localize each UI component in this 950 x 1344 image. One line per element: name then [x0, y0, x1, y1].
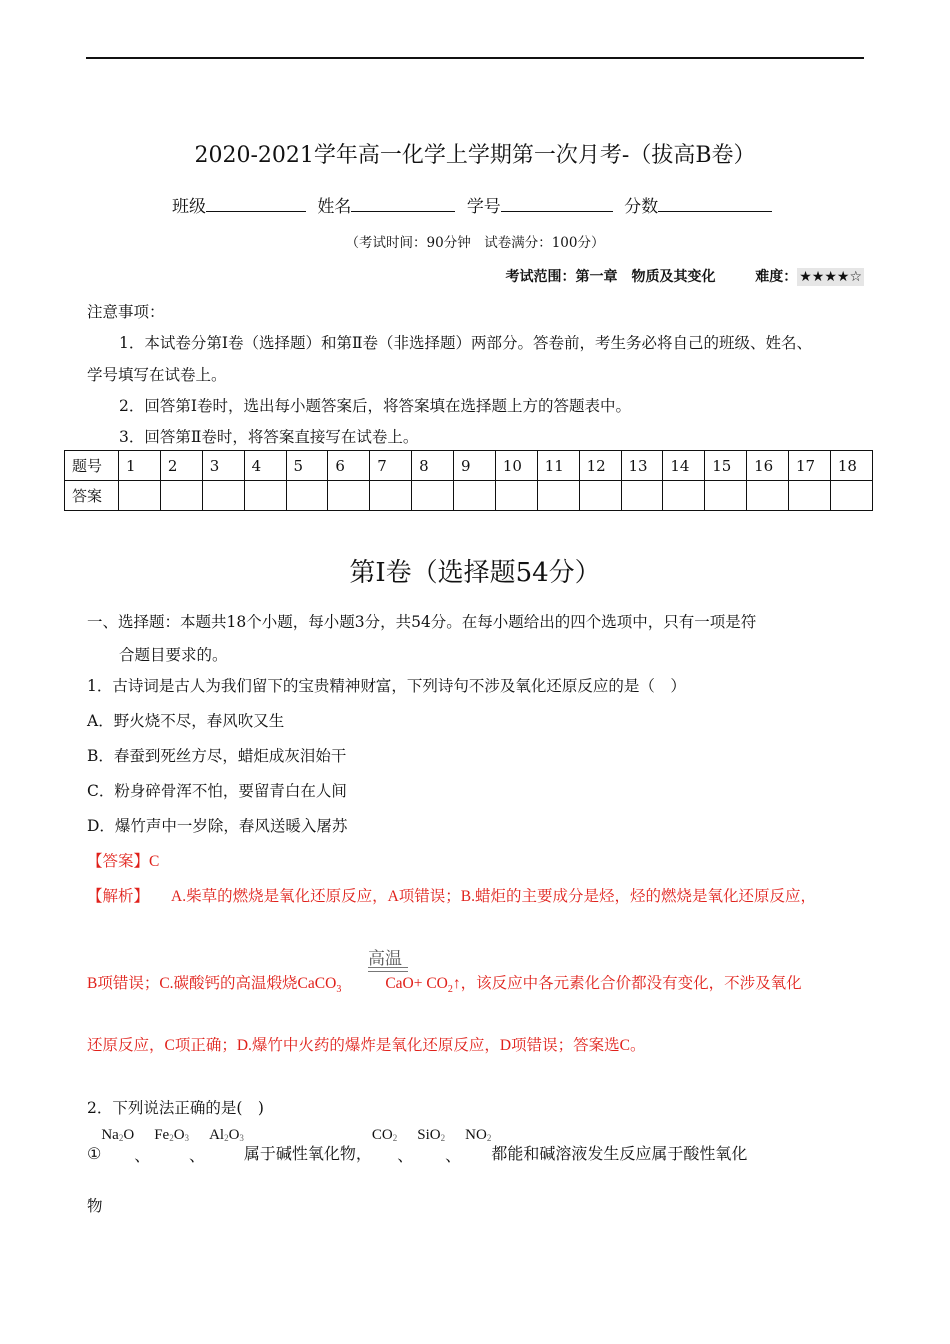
question-1-analysis-line-3: 还原反应，C项正确；D.爆竹中火药的爆炸是氧化还原反应，D项错误；答案选C。	[87, 1037, 646, 1054]
question-number-cell: 4	[244, 451, 286, 481]
question-2-stem: 2．下列说法正确的是( )	[87, 1099, 264, 1117]
difficulty-stars: ★★★★☆	[799, 269, 862, 285]
answer-cell[interactable]	[202, 481, 244, 511]
question-1-analysis-line-2: B项错误；C.碳酸钙的高温煅烧CaCO$_3$ $CaO+ CO_2↑$，该反应中各元素化合价都没有变化，不涉及氧化	[87, 975, 802, 996]
answer-value: C	[149, 853, 160, 870]
notice-item-2: 2．回答第Ⅰ卷时，选出每小题答案后，将答案填在选择题上方的答题表中。	[119, 397, 631, 415]
notice-item-1: 1．本试卷分第Ⅰ卷（选择题）和第Ⅱ卷（非选择题）两部分。答卷前，考生务必将自己的班级、姓名、	[119, 334, 813, 352]
statement-text-b: 都能和碱溶液发生反应属于酸性氧化	[491, 1144, 748, 1163]
answer-label: 【答案】	[87, 853, 150, 870]
part1-intro: 一、选择题：本题共18个小题，每小题3分，共54分。在每小题给出的四个选项中，只有一项是符	[87, 613, 757, 631]
answer-header: 答案	[65, 481, 119, 511]
answer-cell[interactable]	[579, 481, 621, 511]
formula-na2o: $Na_2O$	[101, 1127, 135, 1143]
question-number-cell: 2	[160, 451, 202, 481]
exam-title: 2020-2021学年高一化学上学期第一次月考-（拔高B卷）	[194, 143, 756, 168]
answer-cell[interactable]	[244, 481, 286, 511]
formula-sio2: SiO$_2$	[417, 1127, 446, 1143]
question-1-option-a[interactable]: A．野火烧不尽，春风吹又生	[87, 712, 285, 730]
answer-cell[interactable]	[286, 481, 328, 511]
scope-label: 考试范围：第一章 物质及其变化	[505, 269, 716, 285]
answer-cell[interactable]	[495, 481, 537, 511]
answer-cell[interactable]	[119, 481, 161, 511]
name-blank[interactable]	[351, 194, 455, 212]
question-1-option-b[interactable]: B．春蚕到死丝方尽，蜡炬成灰泪始干	[87, 747, 347, 765]
formula-no2: $NO_2$	[465, 1127, 492, 1143]
answer-cell[interactable]	[370, 481, 412, 511]
class-label: 班级	[172, 197, 206, 217]
question-1-stem: 1．古诗词是古人为我们留下的宝贵精神财富，下列诗句不涉及氧化还原反应的是（ ）	[87, 677, 686, 695]
answer-cell[interactable]	[537, 481, 579, 511]
answer-cell[interactable]	[747, 481, 789, 511]
class-blank[interactable]	[206, 194, 306, 212]
answer-row	[65, 481, 873, 511]
question-number-cell: 17	[789, 451, 831, 481]
question-1-answer	[87, 849, 159, 871]
exam-scope	[505, 266, 864, 286]
question-number-header: 题号	[65, 451, 119, 481]
answer-cell[interactable]	[663, 481, 705, 511]
question-number-cell: 3	[202, 451, 244, 481]
answer-cell[interactable]	[160, 481, 202, 511]
question-1-analysis-line-1	[87, 884, 816, 906]
score-blank[interactable]	[658, 194, 772, 212]
question-number-cell: 13	[621, 451, 663, 481]
score-label: 分数	[624, 197, 659, 217]
reaction-condition: 高温	[368, 949, 402, 969]
notice-heading: 注意事项：	[87, 303, 165, 321]
question-number-cell: 12	[579, 451, 621, 481]
analysis-text-2a: B项错误；C.碳酸钙的高温煅烧CaCO	[87, 975, 337, 992]
top-rule	[86, 57, 864, 59]
question-number-cell: 10	[495, 451, 537, 481]
answer-cell[interactable]	[789, 481, 831, 511]
section-title: 第Ⅰ卷（选择题54分）	[349, 558, 601, 588]
student-id-blank[interactable]	[501, 194, 613, 212]
analysis-label: 【解析】	[87, 888, 150, 905]
student-id-label: 学号	[466, 197, 501, 217]
notice-item-1-cont: 学号填写在试卷上。	[87, 366, 227, 384]
answer-table	[64, 450, 873, 511]
question-number-cell: 18	[830, 451, 872, 481]
circle-number: ①	[87, 1144, 102, 1163]
formula-co2: $CO_2$	[371, 1127, 398, 1143]
formula-al2o3: $Al_2O_3$	[209, 1127, 244, 1143]
question-number-cell: 7	[370, 451, 412, 481]
part1-intro-cont: 合题目要求的。	[119, 646, 228, 664]
answer-cell[interactable]	[328, 481, 370, 511]
question-1-option-d[interactable]: D．爆竹声中一岁除，春风送暖入屠苏	[87, 817, 348, 835]
question-number-cell: 1	[119, 451, 161, 481]
question-number-cell: 6	[328, 451, 370, 481]
question-number-cell: 14	[663, 451, 705, 481]
analysis-text-1: A.柴草的燃烧是氧化还原反应，A项错误；B.蜡炬的主要成分是烃，烃的燃烧是氧化还原反应，	[171, 888, 816, 905]
question-2-statement-1: $①Na_2O$、$Fe_2O_3$、$Al_2O_3$属于碱性氧化物，$CO_2$、SiO$_2$、$NO_2$都能和碱溶液发生反应属于酸性氧化	[87, 1127, 748, 1165]
student-info-fields	[172, 192, 778, 217]
question-number-cell: 8	[412, 451, 454, 481]
question-1-option-c[interactable]: C．粉身碎骨浑不怕，要留青白在人间	[87, 782, 347, 800]
question-number-cell: 16	[747, 451, 789, 481]
question-number-cell: 15	[705, 451, 747, 481]
exam-meta: （考试时间：90分钟 试卷满分：100分）	[345, 235, 605, 251]
statement-text-a: 属于碱性氧化物，	[243, 1144, 372, 1163]
question-number-row	[65, 451, 873, 481]
notice-item-3: 3．回答第Ⅱ卷时，将答案直接写在试卷上。	[119, 428, 419, 446]
question-number-cell: 5	[286, 451, 328, 481]
formula-fe2o3: $Fe_2O_3$	[154, 1127, 190, 1143]
analysis-text-2c: ↑，该反应中各元素化合价都没有变化，不涉及氧化	[452, 975, 802, 992]
question-number-cell: 11	[537, 451, 579, 481]
question-2-statement-1-cont: 物	[87, 1197, 103, 1215]
name-label: 姓名	[317, 197, 352, 217]
answer-cell[interactable]	[830, 481, 872, 511]
answer-cell[interactable]	[621, 481, 663, 511]
difficulty-label: 难度：	[755, 269, 798, 285]
answer-cell[interactable]	[454, 481, 496, 511]
analysis-text-2b: CaO+ CO	[385, 975, 448, 992]
answer-cell[interactable]	[705, 481, 747, 511]
question-number-cell: 9	[454, 451, 496, 481]
answer-cell[interactable]	[412, 481, 454, 511]
